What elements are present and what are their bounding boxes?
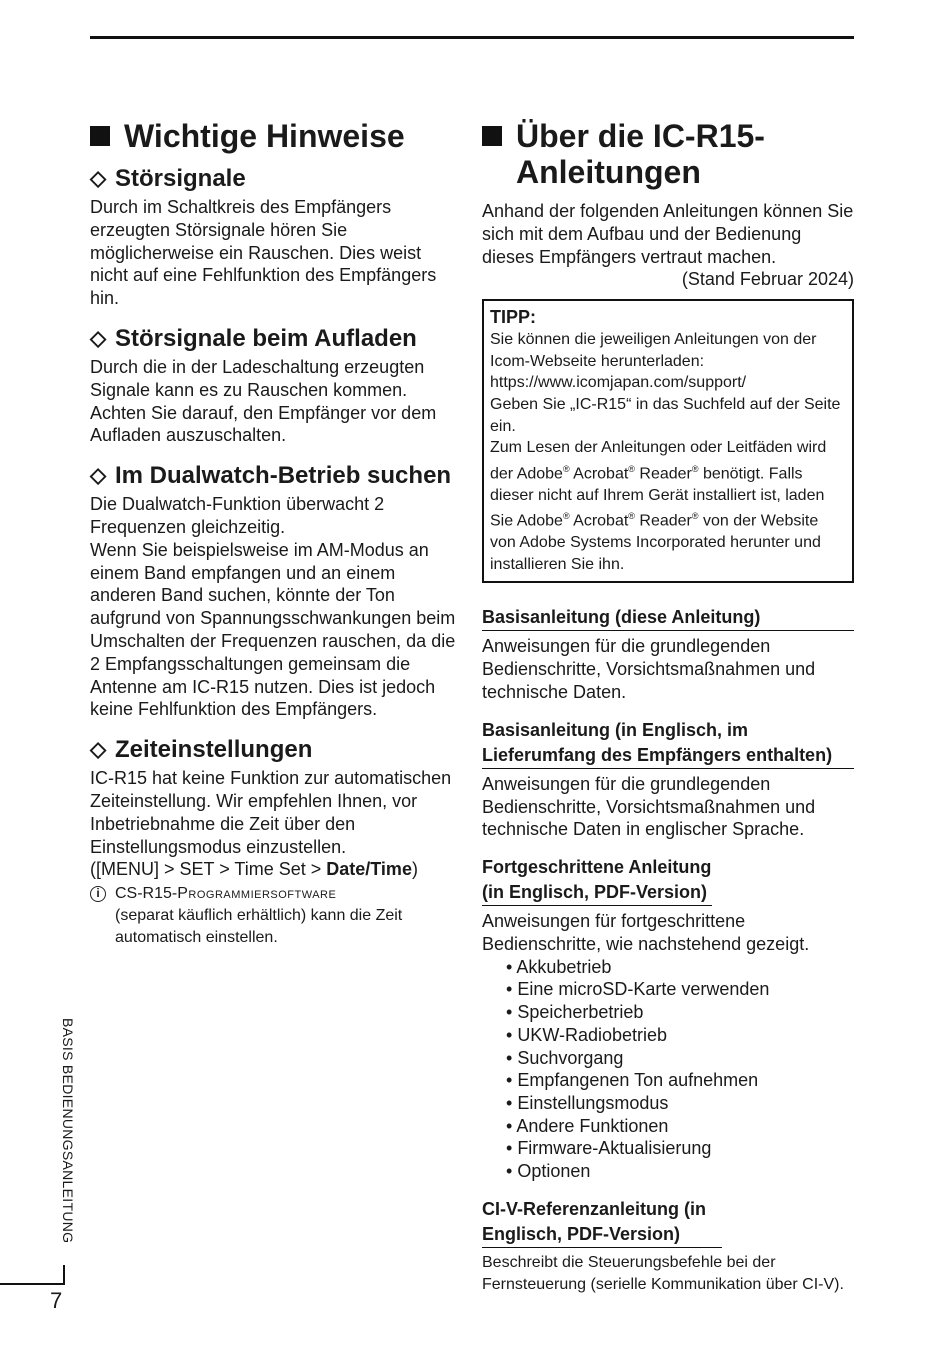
list-item: • Eine microSD-Karte verwenden: [506, 978, 854, 1001]
heading-text: Über die IC-R15-Anleitungen: [516, 118, 765, 190]
info-note: [90, 883, 462, 949]
stand-date: (Stand Februar 2024): [681, 269, 854, 290]
section-interference: [90, 164, 462, 310]
paragraph: IC-R15 hat keine Funktion zur automatischen Zeiteinstellung. Wir empfehlen Ihnen, vor Inbetriebnahme die Zeit über den Einstellungsmodus einzustellen.: [90, 768, 452, 857]
subheading-text: Im Dualwatch-Betrieb suchen: [115, 462, 452, 490]
registered-mark: ®: [562, 463, 570, 474]
info-circle-icon: i: [90, 886, 106, 902]
note-software-name: Programmiersoftware: [177, 885, 337, 903]
manual-title: CI-V-Referenzanleitung (in Englisch, PDF-Version): [482, 1197, 722, 1248]
tip-line: von der Website von Adobe Systems Incorporated herunter und installieren Sie ihn.: [490, 512, 821, 573]
tip-line: benötigt. Falls dieser nicht auf Ihrem Gerät installiert ist, laden Sie Adobe: [490, 465, 825, 530]
heading-manuals: [482, 118, 854, 190]
manual-description: Beschreibt die Steuerungsbefehle bei der Fernsteuerung (serielle Kommunikation über CI-V).: [482, 1253, 844, 1293]
left-column: [90, 118, 462, 963]
diamond-icon: ◇: [90, 738, 107, 762]
tip-text: [490, 329, 846, 575]
registered-mark: ®: [691, 511, 699, 522]
side-title: BASIS BEDIENUNGSANLEITUNG: [60, 1018, 76, 1244]
menu-path-prefix: ([MENU] > SET > Time Set >: [90, 859, 327, 880]
manual-description: Anweisungen für die grundlegenden Bedienschritte, Vorsichtsmaßnahmen und technische Daten.: [482, 636, 816, 702]
list-item: • Speicherbetrieb: [506, 1001, 854, 1024]
list-item: • Firmware-Aktualisierung: [506, 1137, 854, 1160]
tip-line: Geben Sie „IC-R15“ in das Suchfeld auf der Seite ein.: [490, 395, 841, 435]
list-item: • Andere Funktionen: [506, 1115, 854, 1138]
diamond-icon: ◇: [90, 326, 107, 350]
list-item: • Einstellungsmodus: [506, 1092, 854, 1115]
menu-path-bold: Date/Time: [326, 859, 412, 880]
tip-line: Acrobat: [569, 512, 629, 530]
list-item: • UKW-Radiobetrieb: [506, 1024, 854, 1047]
menu-path: [90, 858, 462, 881]
tip-line: Acrobat: [569, 465, 629, 483]
note-rest: (separat käuflich erhältlich) kann die Zeit automatisch einstellen.: [115, 907, 403, 947]
list-item: • Akkubetrieb: [506, 956, 854, 979]
section-time-settings: [90, 735, 462, 949]
paragraph: Die Dualwatch-Funktion überwacht 2 Frequenzen gleichzeitig.: [90, 494, 385, 537]
tip-line: Reader: [634, 465, 692, 483]
registered-mark: ®: [628, 511, 635, 522]
paragraph: Durch im Schaltkreis des Empfängers erzeugten Störsignale hören Sie möglicherweise ein Rauschen. Dies weist nicht auf eine Fehlfunktion des Empfängers hin.: [90, 197, 437, 309]
tip-line: Reader: [634, 512, 692, 530]
subheading-text: Störsignale beim Aufladen: [115, 324, 417, 352]
section-interference-charging: [90, 324, 462, 447]
paragraph: Durch die in der Ladeschaltung erzeugten Signale kann es zu Rauschen kommen. Achten Sie darauf, den Empfänger vor dem Aufladen auszuschalten.: [90, 356, 437, 446]
page-tick: [63, 1265, 65, 1285]
heading-important-notes: [90, 118, 462, 154]
manual-basic: [482, 605, 854, 703]
subheading: [90, 324, 462, 354]
tip-box: [482, 299, 854, 583]
page-rule: [0, 1283, 64, 1285]
tip-url: https://www.icomjapan.com/support/: [490, 374, 747, 392]
menu-path-suffix: ): [411, 859, 418, 880]
list-item: • Suchvorgang: [506, 1047, 854, 1070]
list-item: • Empfangenen Ton aufnehmen: [506, 1069, 854, 1092]
paragraph: Wenn Sie beispielsweise im AM-Modus an einem Band empfangen und an einem anderen Band suchen, könnte der Ton aufgrund von Spannungsschwankungen beim Umschalten der Frequenzen rauschen, da die 2 Empfangsschaltungen gemeinsam die Antenne am IC-R15 nutzen. Dies ist jedoch keine Fehlfunktion des Empfängers.: [90, 539, 456, 720]
manual-title: Basisanleitung (in Englisch, im Lieferumfang des Empfängers enthalten): [482, 718, 854, 769]
manual-description: Anweisungen für fortgeschrittene Bedienschritte, wie nachstehend gezeigt.: [482, 911, 810, 954]
heading-text: Wichtige Hinweise: [124, 118, 405, 154]
diamond-icon: ◇: [90, 167, 107, 190]
manual-civ: [482, 1197, 854, 1296]
tip-line: Zum Lesen der Anleitungen oder Leitfäden wird der Adobe: [490, 439, 827, 483]
page-number: 7: [50, 1288, 63, 1313]
subheading: [90, 735, 462, 765]
note-prefix: CS-R15-: [115, 885, 178, 903]
registered-mark: ®: [562, 511, 570, 522]
registered-mark: ®: [691, 463, 699, 474]
manual-advanced: [482, 855, 854, 1183]
tip-line: Sie können die jeweiligen Anleitungen von der Icom-Webseite herunterladen:: [490, 331, 817, 370]
manual-description: Anweisungen für die grundlegenden Bedienschritte, Vorsichtsmaßnahmen und technische Daten in englischer Sprache.: [482, 773, 816, 840]
list-item: • Optionen: [506, 1160, 854, 1183]
right-column: [482, 118, 854, 1310]
manual-title: Fortgeschrittene Anleitung (in Englisch, PDF-Version): [482, 855, 712, 906]
manual-title: Basisanleitung (diese Anleitung): [482, 605, 854, 631]
subheading-text: Störsignale: [115, 165, 246, 192]
manual-basic-english: [482, 718, 854, 841]
feature-list: [482, 956, 854, 1183]
subheading: [90, 461, 462, 491]
black-square-icon: [90, 126, 110, 146]
subheading-text: Zeiteinstellungen: [115, 736, 313, 764]
black-square-icon: [482, 126, 502, 146]
subheading: [90, 164, 462, 194]
top-rule: [90, 36, 854, 39]
diamond-icon: ◇: [90, 464, 107, 488]
section-dualwatch: [90, 461, 462, 721]
intro-paragraph: Anhand der folgenden Anleitungen können Sie sich mit dem Aufbau und der Bedienung dieses Empfängers vertraut machen.: [482, 201, 854, 267]
note-text: [115, 883, 462, 949]
registered-mark: ®: [628, 463, 635, 474]
tip-label: TIPP:: [490, 307, 537, 328]
